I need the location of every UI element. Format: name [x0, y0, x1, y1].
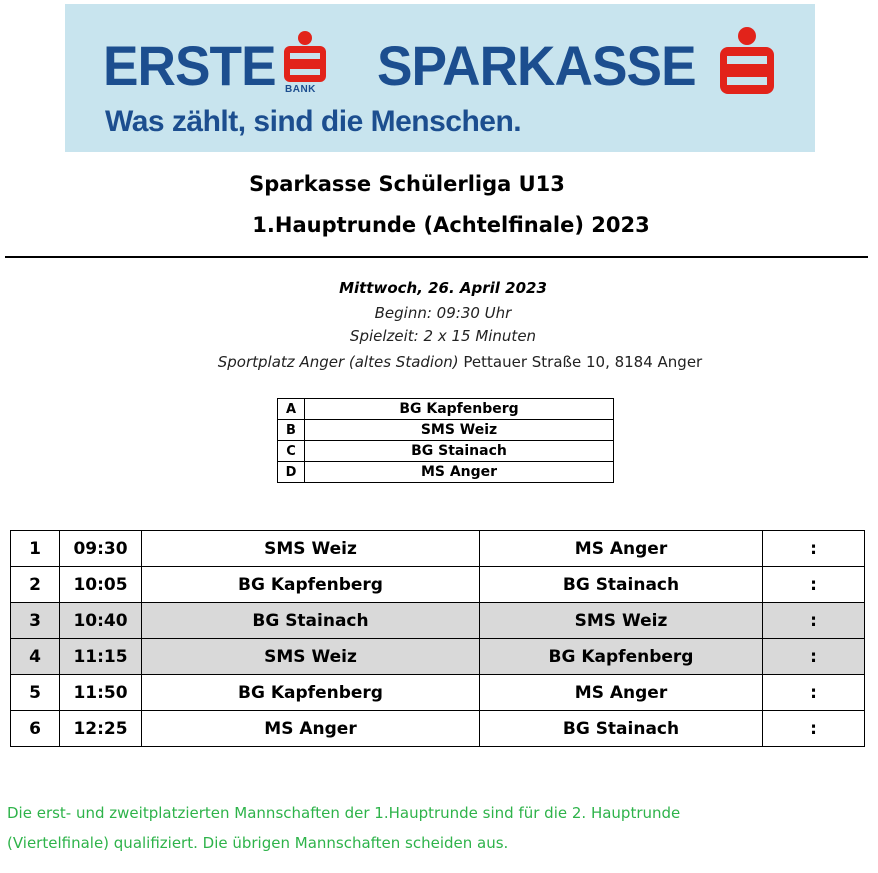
brand-erste: ERSTE: [103, 34, 276, 97]
match-number: 5: [11, 675, 60, 711]
match-away-team: MS Anger: [480, 675, 763, 711]
brand-sparkasse: SPARKASSE: [377, 34, 696, 97]
page-title: Sparkasse Schülerliga U13: [249, 172, 565, 196]
slogan: Was zählt, sind die Menschen.: [105, 105, 522, 138]
match-time: 12:25: [60, 711, 142, 747]
event-venue: [0, 353, 878, 371]
team-row: [278, 462, 614, 483]
team-row: [278, 399, 614, 420]
match-number: 3: [11, 603, 60, 639]
match-row: [11, 639, 865, 675]
match-away-team: MS Anger: [480, 531, 763, 567]
match-row: [11, 531, 865, 567]
match-score: :: [763, 675, 865, 711]
match-home-team: MS Anger: [142, 711, 480, 747]
sponsor-banner: [65, 4, 815, 152]
match-score: :: [763, 603, 865, 639]
qualification-note-line2: (Viertelfinale) qualifiziert. Die übrigen Mannschaften scheiden aus.: [7, 834, 509, 852]
qualification-note-line1: Die erst- und zweitplatzierten Mannschaften der 1.Hauptrunde sind für die 2. Hauptrunde: [7, 804, 681, 822]
match-away-team: SMS Weiz: [480, 603, 763, 639]
match-number: 4: [11, 639, 60, 675]
teams-table: [277, 398, 614, 483]
brand-bank: BANK: [285, 84, 316, 95]
match-home-team: BG Stainach: [142, 603, 480, 639]
match-number: 1: [11, 531, 60, 567]
match-away-team: BG Stainach: [480, 567, 763, 603]
team-name: BG Kapfenberg: [305, 399, 614, 420]
event-date: Mittwoch, 26. April 2023: [339, 279, 547, 297]
match-time: 11:50: [60, 675, 142, 711]
match-time: 11:15: [60, 639, 142, 675]
match-home-team: SMS Weiz: [142, 531, 480, 567]
team-letter: A: [278, 399, 305, 420]
match-time: 09:30: [60, 531, 142, 567]
sparkasse-s-logo-icon: [282, 30, 328, 84]
sparkasse-s-logo-icon: [717, 26, 777, 96]
team-letter: D: [278, 462, 305, 483]
venue-address: Pettauer Straße 10, 8184 Anger: [463, 353, 703, 371]
match-home-team: BG Kapfenberg: [142, 567, 480, 603]
match-away-team: BG Kapfenberg: [480, 639, 763, 675]
match-time: 10:40: [60, 603, 142, 639]
match-row: [11, 567, 865, 603]
match-score: :: [763, 531, 865, 567]
match-home-team: SMS Weiz: [142, 639, 480, 675]
team-name: BG Stainach: [305, 441, 614, 462]
event-playtime: Spielzeit: 2 x 15 Minuten: [349, 327, 537, 345]
match-score: :: [763, 711, 865, 747]
match-row: [11, 675, 865, 711]
team-letter: C: [278, 441, 305, 462]
team-name: SMS Weiz: [305, 420, 614, 441]
page-subtitle: 1.Hauptrunde (Achtelfinale) 2023: [252, 213, 650, 237]
match-number: 6: [11, 711, 60, 747]
match-score: :: [763, 567, 865, 603]
venue-name: Sportplatz Anger (altes Stadion): [217, 353, 459, 371]
match-row: [11, 711, 865, 747]
event-begin: Beginn: 09:30 Uhr: [374, 304, 512, 322]
match-home-team: BG Kapfenberg: [142, 675, 480, 711]
match-row: [11, 603, 865, 639]
divider: [5, 256, 868, 258]
match-score: :: [763, 639, 865, 675]
match-away-team: BG Stainach: [480, 711, 763, 747]
team-row: [278, 420, 614, 441]
match-time: 10:05: [60, 567, 142, 603]
team-letter: B: [278, 420, 305, 441]
team-row: [278, 441, 614, 462]
team-name: MS Anger: [305, 462, 614, 483]
schedule-table: [10, 530, 865, 747]
match-number: 2: [11, 567, 60, 603]
